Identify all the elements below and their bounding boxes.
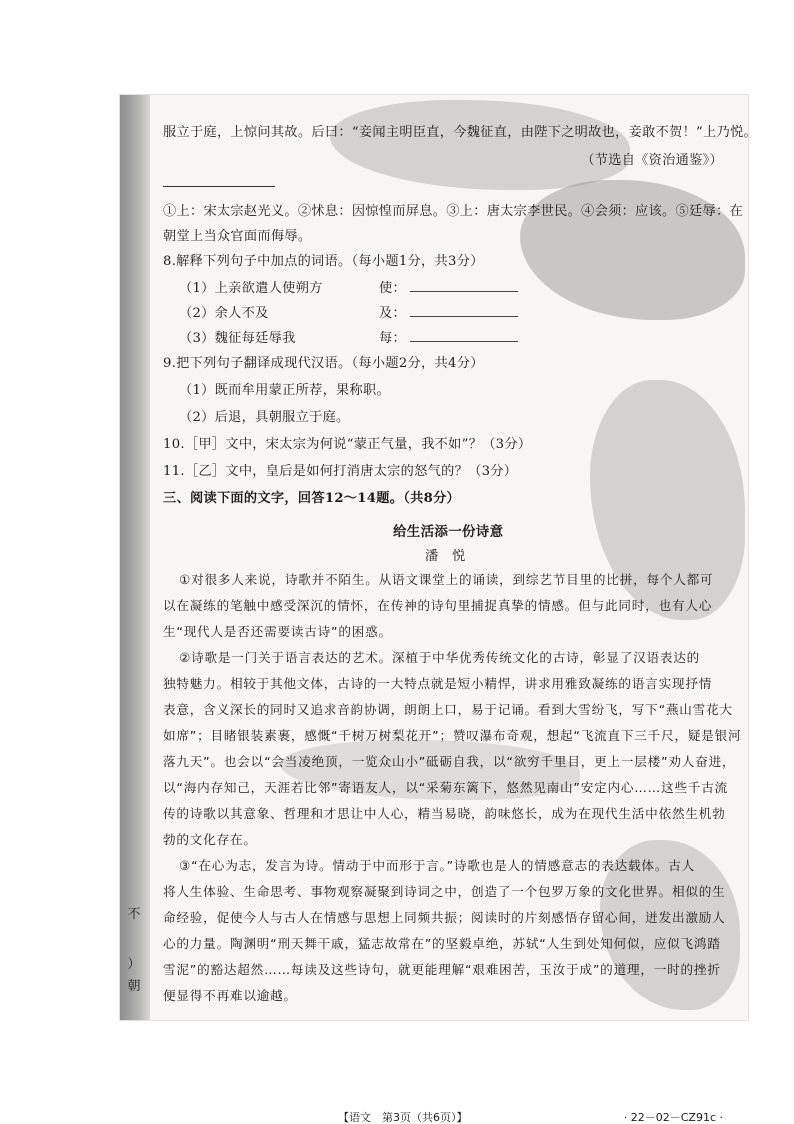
paragraph-line: 以“海内存知己，天涯若比邻”寄语友人，以“采菊东篱下，悠然见南山”安定内心……这些千古流 <box>163 780 729 795</box>
article-author: 潘 悦 <box>425 549 466 564</box>
question-8-item: （2）余人不及 及： <box>179 305 518 320</box>
exam-code: · 22－02－CZ91c · <box>623 1111 723 1124</box>
section-heading: 三、阅读下面的文字，回答12～14题。（共8分） <box>163 491 461 506</box>
paragraph-line: 以在凝练的笔触中感受深沉的情怀，在传神的诗句里捕捉真挚的情感。但与此同时，也有人心 <box>163 598 713 613</box>
answer-blank[interactable] <box>410 280 518 292</box>
passage-line: 服立于庭，上惊问其故。后曰：“妾闻主明臣直，今魏征直，由陛下之明故也，妾敢不贺！”上乃悦。 <box>163 125 758 140</box>
paragraph-line: 雪泥”的豁达超然……每读及这些诗句，就更能理解“艰难困苦，玉汝于成”的道理，一时的挫折 <box>163 962 721 977</box>
paragraph-line: 心的力量。陶渊明“刑天舞干戚，猛志故常在”的坚毅卓绝，苏轼“人生到处知何似，应似飞鸿踏 <box>163 936 721 951</box>
page-number: 【语文 第3页（共6页）】 <box>338 1111 468 1124</box>
answer-blank[interactable] <box>410 330 518 342</box>
footnote-line: 朝堂上当众官面而侮辱。 <box>163 229 312 244</box>
footnote-line: ①上：宋太宗赵光义。②怵息：因惊惶而屏息。③上：唐太宗李世民。④会须：应该。⑤廷辱：在 <box>163 204 743 219</box>
margin-char: 不 <box>127 907 141 922</box>
paragraph-line: 传的诗歌以其意象、哲理和才思让中人心，精当易晓，韵味悠长，成为在现代生活中依然生机勃 <box>163 806 726 821</box>
answer-blank[interactable] <box>410 305 518 317</box>
paragraph-line: 如席”；目睹银装素裹，感慨“千树万树梨花开”；赞叹瀑布奇观，想起“飞流直下三千尺，疑是银河 <box>163 728 742 743</box>
paragraph-line: 勃的文化存在。 <box>163 832 257 847</box>
paragraph-line: 表意，含义深长的同时又追求音韵协调，朗朗上口，易于记诵。看到大雪纷飞，写下“燕山雪花大 <box>163 702 733 717</box>
question-8-stem: 8.解释下列句子中加点的词语。（每小题1分，共3分） <box>163 254 484 269</box>
article-title: 给生活添一份诗意 <box>393 524 504 540</box>
paragraph-line: ①对很多人来说，诗歌并不陌生。从语文课堂上的诵读，到综艺节目里的比拼，每个人都可 <box>179 572 714 587</box>
paragraph-line: ③“在心为志，发言为诗。情动于中而形于言。”诗歌也是人的情感意志的表达载体。古人 <box>179 858 696 873</box>
question-9-item: （1）既而牟用蒙正所荐，果称职。 <box>179 383 391 398</box>
paragraph-line: 落九天”。也会以“会当凌绝顶，一览众山小”砥砺自我，以“欲穷千里目，更上一层楼”劝人奋进， <box>163 754 736 769</box>
paragraph-line: ②诗歌是一门关于语言表达的艺术。深植于中华优秀传统文化的古诗，彰显了汉语表达的 <box>179 650 701 665</box>
paragraph-line: 便显得不再难以逾越。 <box>163 988 297 1003</box>
question-11: 11.［乙］文中，皇后是如何打消唐太宗的怒气的？（3分） <box>163 464 518 479</box>
paragraph-line: 将人生体验、生命思考、事物观察凝聚到诗词之中，创造了一个包罗万象的文化世界。相似的生 <box>163 884 726 899</box>
question-8-item: （3）魏征每廷辱我 每： <box>179 330 518 345</box>
paragraph-line: 生“现代人是否还需要读古诗”的困惑。 <box>163 624 392 639</box>
question-10: 10.［甲］文中，宋太宗为何说“蒙正气量，我不如”？（3分） <box>163 437 532 452</box>
margin-char: 朝 <box>127 979 141 994</box>
question-9-stem: 9.把下列句子翻译成现代汉语。（每小题2分，共4分） <box>163 356 484 371</box>
passage-source: （节选自《资治通鉴》） <box>581 153 723 168</box>
left-margin-strip <box>120 95 150 1020</box>
paragraph-line: 命经验，促使今人与古人在情感与思想上同频共振；阅读时的片刻感悟存留心间，迸发出激励人 <box>163 910 726 925</box>
paragraph-line: 独特魅力。相较于其他文体，古诗的一大特点就是短小精悍，讲求用雅致凝练的语言实现抒情 <box>163 676 713 691</box>
footnote-divider <box>163 186 275 187</box>
margin-char: ） <box>127 957 141 972</box>
question-9-item: （2）后退，具朝服立于庭。 <box>179 410 350 425</box>
question-8-item: （1）上亲欲遣人使朔方 使： <box>179 280 518 295</box>
